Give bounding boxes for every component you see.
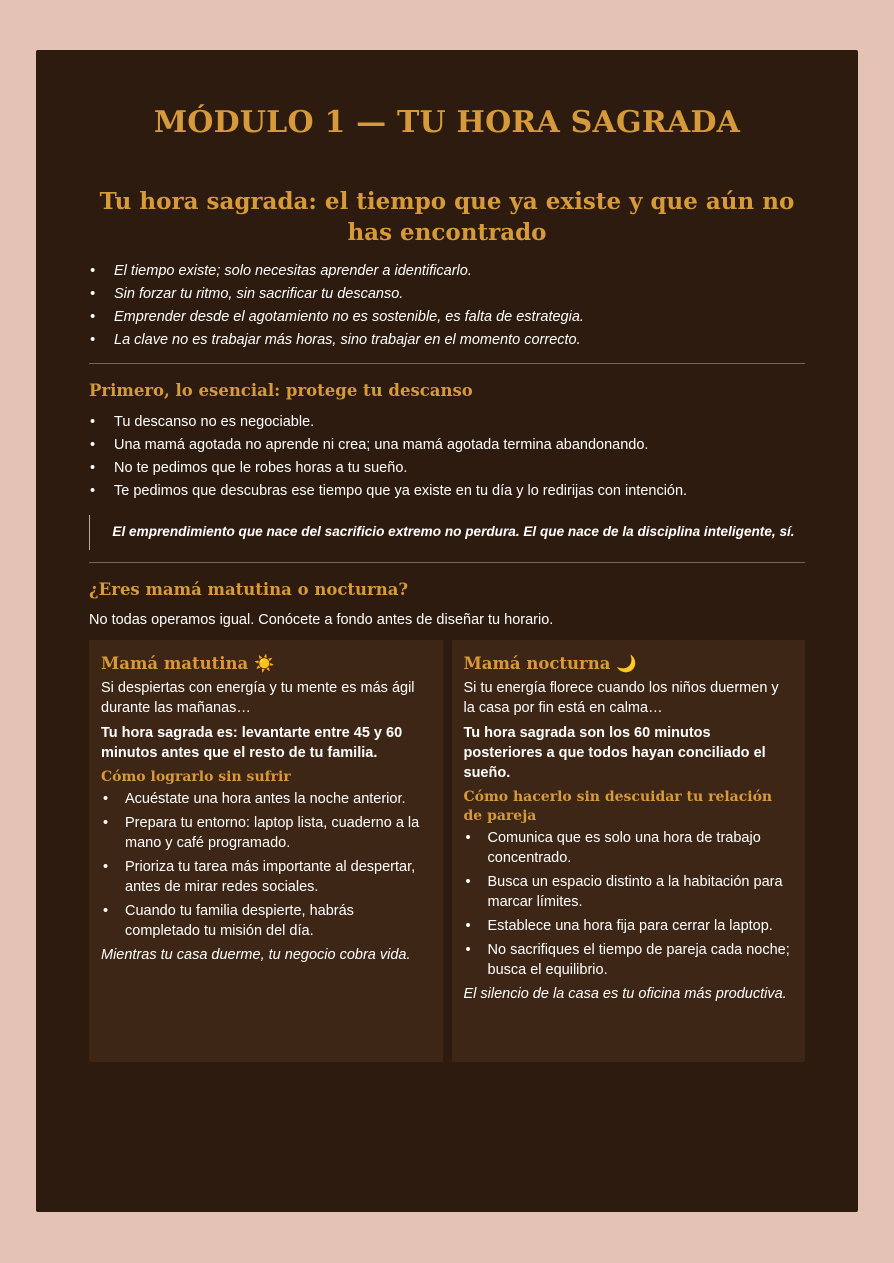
- list-item: • Te pedimos que descubras ese tiempo que ya existe en tu día y lo redirijas con intención.: [89, 480, 805, 503]
- highlight-quote: El emprendimiento que nace del sacrificio extremo no perdura. El que nace de la disciplina inteligente, sí.: [89, 515, 805, 550]
- list-item: • Prepara tu entorno: laptop lista, cuaderno a la mano y café programado.: [101, 813, 431, 853]
- night-mom-card: [452, 640, 806, 1062]
- night-card-closing: El silencio de la casa es tu oficina más productiva.: [463, 986, 787, 1002]
- night-card-description: Si tu energía florece cuando los niños duermen y la casa por fin está en calma…: [463, 680, 779, 716]
- list-item: • Establece una hora fija para cerrar la laptop.: [464, 916, 794, 936]
- moon-icon: 🌙: [616, 654, 637, 673]
- list-item: • Tu descanso no es negociable.: [89, 411, 805, 434]
- list-item: • No te pedimos que le robes horas a tu sueño.: [89, 457, 805, 480]
- list-item: • Emprender desde el agotamiento no es sostenible, es falta de estrategia.: [89, 306, 805, 329]
- list-item: • Busca un espacio distinto a la habitación para marcar límites.: [464, 872, 794, 912]
- list-item: • Acuéstate una hora antes la noche anterior.: [101, 789, 431, 809]
- night-card-title-text: Mamá nocturna: [463, 654, 611, 673]
- type-section-heading: ¿Eres mamá matutina o nocturna?: [89, 580, 409, 599]
- mom-type-cards: [89, 640, 805, 1062]
- rest-list: [89, 411, 805, 503]
- morning-card-closing: Mientras tu casa duerme, tu negocio cobra vida.: [101, 947, 411, 963]
- night-card-sacred-hour: Tu hora sagrada son los 60 minutos posteriores a que todos hayan conciliado el sueño.: [463, 725, 766, 781]
- morning-card-title: [101, 651, 431, 676]
- night-card-subheading: Cómo hacerlo sin descuidar tu relación de pareja: [463, 789, 773, 824]
- morning-card-sacred-hour: Tu hora sagrada es: levantarte entre 45 y 60 minutos antes que el resto de tu familia.: [101, 725, 403, 761]
- main-heading: Tu hora sagrada: el tiempo que ya existe y que aún no has encontrado: [99, 188, 795, 246]
- list-item: • Una mamá agotada no aprende ni crea; una mamá agotada termina abandonando.: [89, 434, 805, 457]
- morning-card-subheading: Cómo lograrlo sin sufrir: [101, 769, 291, 785]
- list-item: • Prioriza tu tarea más importante al despertar, antes de mirar redes sociales.: [101, 857, 431, 897]
- type-section-lead: No todas operamos igual. Conócete a fondo antes de diseñar tu horario.: [89, 612, 554, 628]
- night-card-title: [464, 651, 794, 676]
- rest-section-heading: Primero, lo esencial: protege tu descanso: [89, 381, 473, 400]
- morning-card-description: Si despiertas con energía y tu mente es más ágil durante las mañanas…: [101, 680, 415, 716]
- morning-mom-card: [89, 640, 443, 1062]
- list-item: • Comunica que es solo una hora de trabajo concentrado.: [464, 828, 794, 868]
- list-item: • El tiempo existe; solo necesitas aprender a identificarlo.: [89, 260, 805, 283]
- morning-card-title-text: Mamá matutina: [101, 654, 249, 673]
- intro-list: [89, 260, 805, 352]
- sun-icon: ☀️: [253, 654, 275, 673]
- list-item: • Sin forzar tu ritmo, sin sacrificar tu descanso.: [89, 283, 805, 306]
- document-page: [36, 50, 858, 1212]
- list-item: • No sacrifiques el tiempo de pareja cada noche; busca el equilibrio.: [464, 940, 794, 980]
- module-title: MÓDULO 1 — TU HORA SAGRADA: [153, 105, 741, 140]
- divider: [89, 562, 805, 563]
- list-item: • Cuando tu familia despierte, habrás completado tu misión del día.: [101, 901, 431, 941]
- night-tips-list: [464, 828, 794, 980]
- list-item: • La clave no es trabajar más horas, sino trabajar en el momento correcto.: [89, 329, 805, 352]
- morning-tips-list: [101, 789, 431, 941]
- divider: [89, 363, 805, 364]
